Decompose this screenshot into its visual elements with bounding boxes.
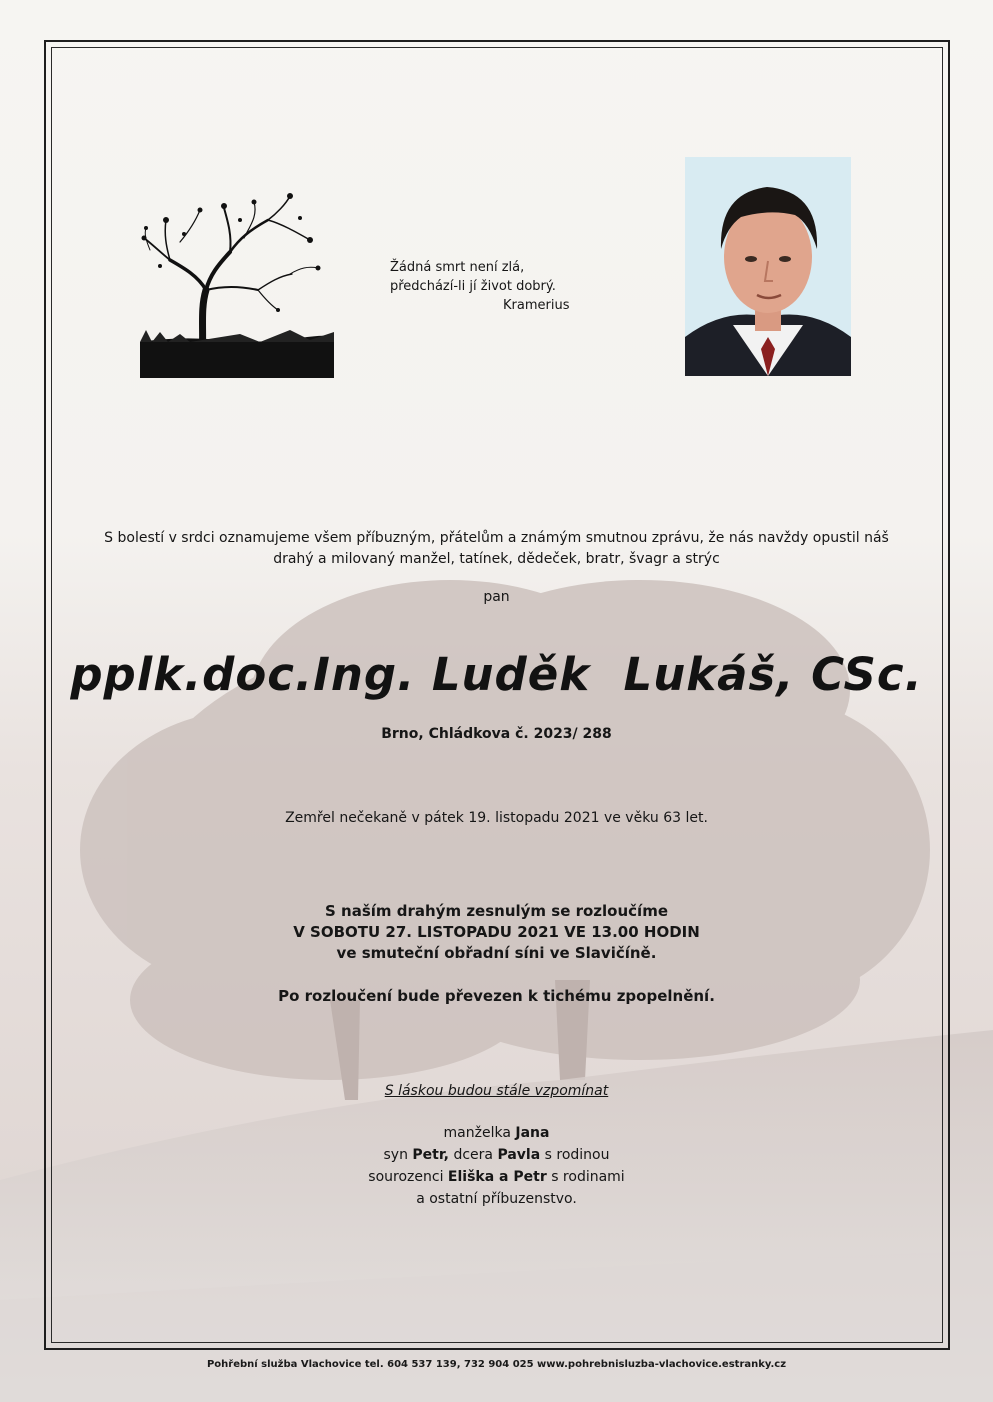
quote-author: Kramerius xyxy=(503,298,570,313)
son-name: Petr, xyxy=(412,1147,450,1163)
footer-contact: Pohřební služba Vlachovice tel. 604 537 139, 732 904 025 www.pohrebnisluzba-vlachovice.estranky.cz xyxy=(206,1359,787,1370)
family-list xyxy=(60,1122,933,1210)
address: Brno, Chládkova č. 2023/ 288 xyxy=(381,726,612,742)
announcement-line-2: drahý a milovaný manžel, tatínek, dědeček, bratr, švagr a strýc xyxy=(273,551,720,567)
quote-line-2: předchází-li jí život dobrý. xyxy=(390,279,556,294)
ceremony-line-3: ve smuteční obřadní síni ve Slavičíně. xyxy=(336,944,657,962)
title-prefix: pan xyxy=(483,589,510,605)
ceremony-line-2: V SOBOTU 27. LISTOPADU 2021 VE 13.00 HODIN xyxy=(293,923,700,941)
announcement-line-1: S bolestí v srdci oznamujeme všem příbuzným, přátelům a známým smutnou zprávu, že nás navždy opustil náš xyxy=(104,530,889,546)
portrait-photo xyxy=(685,157,851,376)
siblings-names: Eliška a Petr xyxy=(447,1169,547,1185)
wife-name: Jana xyxy=(515,1125,550,1141)
son-label: syn xyxy=(383,1147,408,1163)
deceased-name: pplk.doc.Ing. Luděk Lukáš, CSc. xyxy=(70,648,923,701)
death-notice: Zemřel nečekaně v pátek 19. listopadu 2021 ve věku 63 let. xyxy=(285,810,708,826)
memory-heading: S láskou budou stále vzpomínat xyxy=(384,1083,609,1099)
siblings-label: sourozenci xyxy=(368,1169,444,1185)
bare-tree-icon xyxy=(140,190,334,378)
daughter-label: dcera xyxy=(453,1147,494,1163)
quote xyxy=(390,258,630,315)
with-families: s rodinami xyxy=(551,1169,625,1185)
cremation-note: Po rozloučení bude převezen k tichému zpopelnění. xyxy=(278,987,715,1005)
announcement xyxy=(60,528,933,570)
ceremony-info xyxy=(60,901,933,964)
daughter-name: Pavla xyxy=(497,1147,541,1163)
wife-label: manželka xyxy=(443,1125,511,1141)
with-family: s rodinou xyxy=(544,1147,610,1163)
quote-line-1: Žádná smrt není zlá, xyxy=(390,260,525,275)
other-relatives: a ostatní příbuzenstvo. xyxy=(416,1191,577,1207)
ceremony-line-1: S naším drahým zesnulým se rozloučíme xyxy=(325,902,668,920)
